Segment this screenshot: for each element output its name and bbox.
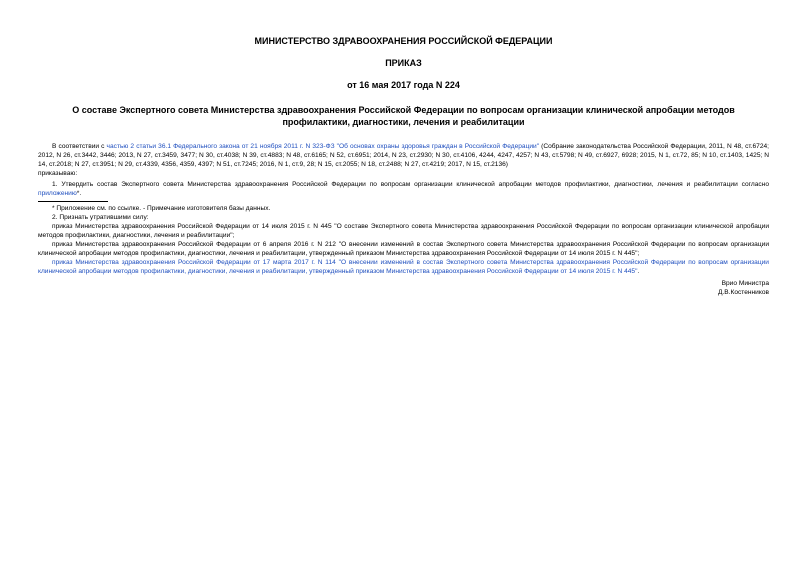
- footnote-divider: [38, 201, 108, 202]
- item-1-text: 1. Утвердить состав Экспертного совета Министерства здравоохранения Российской Федерации по вопросам организации клинической апробации методов профилактики, диагностики, лечения и реабилитации согласно: [52, 181, 769, 188]
- ministry-header: МИНИСТЕРСТВО ЗДРАВООХРАНЕНИЯ РОССИЙСКОЙ ФЕДЕРАЦИИ: [254, 36, 553, 46]
- signatory-name: Д.В.Костенников: [717, 289, 769, 296]
- document-type: ПРИКАЗ: [385, 58, 422, 68]
- signature-block: [38, 279, 769, 297]
- document-body: [38, 142, 769, 276]
- repealed-order-2: приказ Министерства здравоохранения Российской Федерации от 6 апреля 2016 г. N 212 "О внесении изменений в состав Экспертного совета Министерства здравоохранения Российской Федерации по вопросам организации клинической апробации методов профилактики, диагностики, лечения и реабилитации, утвержденный приказом Министерства здравоохранения Российской Федерации от 14 июля 2015 г. N 445";: [38, 241, 769, 257]
- document-date-number: от 16 мая 2017 года N 224: [347, 80, 460, 90]
- item-1-tail: *.: [76, 190, 82, 197]
- footnote: * Приложение см. по ссылке. - Примечание изготовителя базы данных.: [52, 205, 271, 212]
- order-word: приказываю:: [38, 170, 78, 177]
- preamble-paragraph: [38, 142, 769, 169]
- signatory-position: Врио Министра: [721, 280, 769, 287]
- item-2-heading: 2. Признать утратившими силу:: [52, 214, 149, 221]
- preamble-lead: В соответствии с: [52, 143, 107, 150]
- law-article-link[interactable]: частью 2 статьи 36.1 Федерального закона от 21 ноября 2011 г. N 323-ФЗ "Об основах охраны здоровья граждан в Российской Федерации": [106, 143, 540, 150]
- repealed-order-1: приказ Министерства здравоохранения Российской Федерации от 14 июля 2015 г. N 445 "О составе Экспертного совета Министерства здравоохранения Российской Федерации по вопросам организации клинической апробации методов профилактики, диагностики, лечения и реабилитации";: [38, 223, 769, 239]
- document-title: О составе Экспертного совета Министерства здравоохранения Российской Федерации по вопросам организации клинической апробации методов профилактики, диагностики, лечения и реабилитации: [72, 105, 735, 127]
- preamble-rest: (Собрание законодательства Российской Федерации, 2011, N 48, ст.6724; 2012, N 26, ст.3442, 3446; 2013, N 27, ст.3459, 3477; N 30, ст.4038; N 39, ст.4883; N 48, ст.6165; N 52, ст.6951; 2014, N 23, ст.2930; N 30, ст.4106, 4244, 4247, 4257; N 43, ст.5798; N 49, ст.6927, 6928; 2015, N 1, ст.72, 85; N 10, ст.1403, 1425; N 14, ст.2018; N 27, ст.3951; N 29, ст.4339, 4356, 4359, 4397; N 51, ст.7245; 2016, N 1, ст.9, 28; N 15, ст.2055; N 18, ст.2488; N 27, ст.4219; 2017, N 15, ст.2136): [38, 143, 769, 168]
- repealed-order-3-tail: .: [637, 268, 640, 275]
- appendix-link[interactable]: приложению: [38, 190, 77, 197]
- repealed-order-3: [38, 258, 769, 276]
- item-1-paragraph: [38, 180, 769, 198]
- document-page: [38, 30, 769, 297]
- repealed-order-3-link[interactable]: приказ Министерства здравоохранения Российской Федерации от 17 марта 2017 г. N 114 "О внесении изменений в состав Экспертного совета Министерства здравоохранения Российской Федерации по вопросам организации клинической апробации методов профилактики, диагностики, лечения и реабилитации, утвержденный приказом Министерства здравоохранения Российской Федерации от 14 июля 2015 г. N 445": [38, 259, 769, 275]
